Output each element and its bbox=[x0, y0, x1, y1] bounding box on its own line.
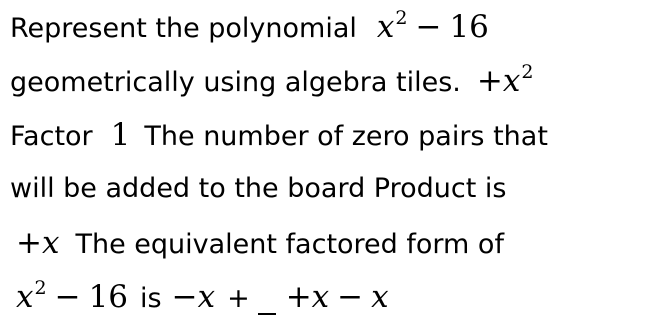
line-4 bbox=[10, 162, 665, 216]
polynomial-expression: $x^2 - 16$ bbox=[376, 7, 489, 45]
line-1 bbox=[10, 0, 665, 54]
zero-pairs-text: The number of zero pairs that bbox=[144, 121, 548, 152]
product-text: will be added to the board Product is bbox=[10, 173, 507, 204]
polynomial-expression-repeat: $x^2 - 16$ bbox=[16, 277, 129, 315]
plus-text: + bbox=[227, 283, 250, 314]
factor-label: Factor bbox=[10, 121, 93, 152]
equivalent-form-text: The equivalent factored form of bbox=[75, 229, 504, 260]
instruction-text: geometrically using algebra tiles. bbox=[10, 67, 461, 98]
tile-negative-x: −x bbox=[171, 279, 216, 315]
tile-positive-x-minus-x: +x − x bbox=[285, 279, 389, 315]
line-6 bbox=[10, 270, 665, 324]
intro-text: Represent the polynomial bbox=[10, 13, 357, 44]
tile-positive-x-squared: $+x^2$ bbox=[476, 61, 534, 99]
line-3 bbox=[10, 108, 665, 162]
problem-text bbox=[10, 0, 665, 324]
line-5 bbox=[10, 216, 665, 270]
answer-blank[interactable] bbox=[258, 301, 276, 315]
is-text: is bbox=[140, 283, 162, 314]
factor-value: 1 bbox=[110, 117, 131, 153]
line-2 bbox=[10, 54, 665, 108]
tile-positive-x: +x bbox=[16, 225, 60, 261]
